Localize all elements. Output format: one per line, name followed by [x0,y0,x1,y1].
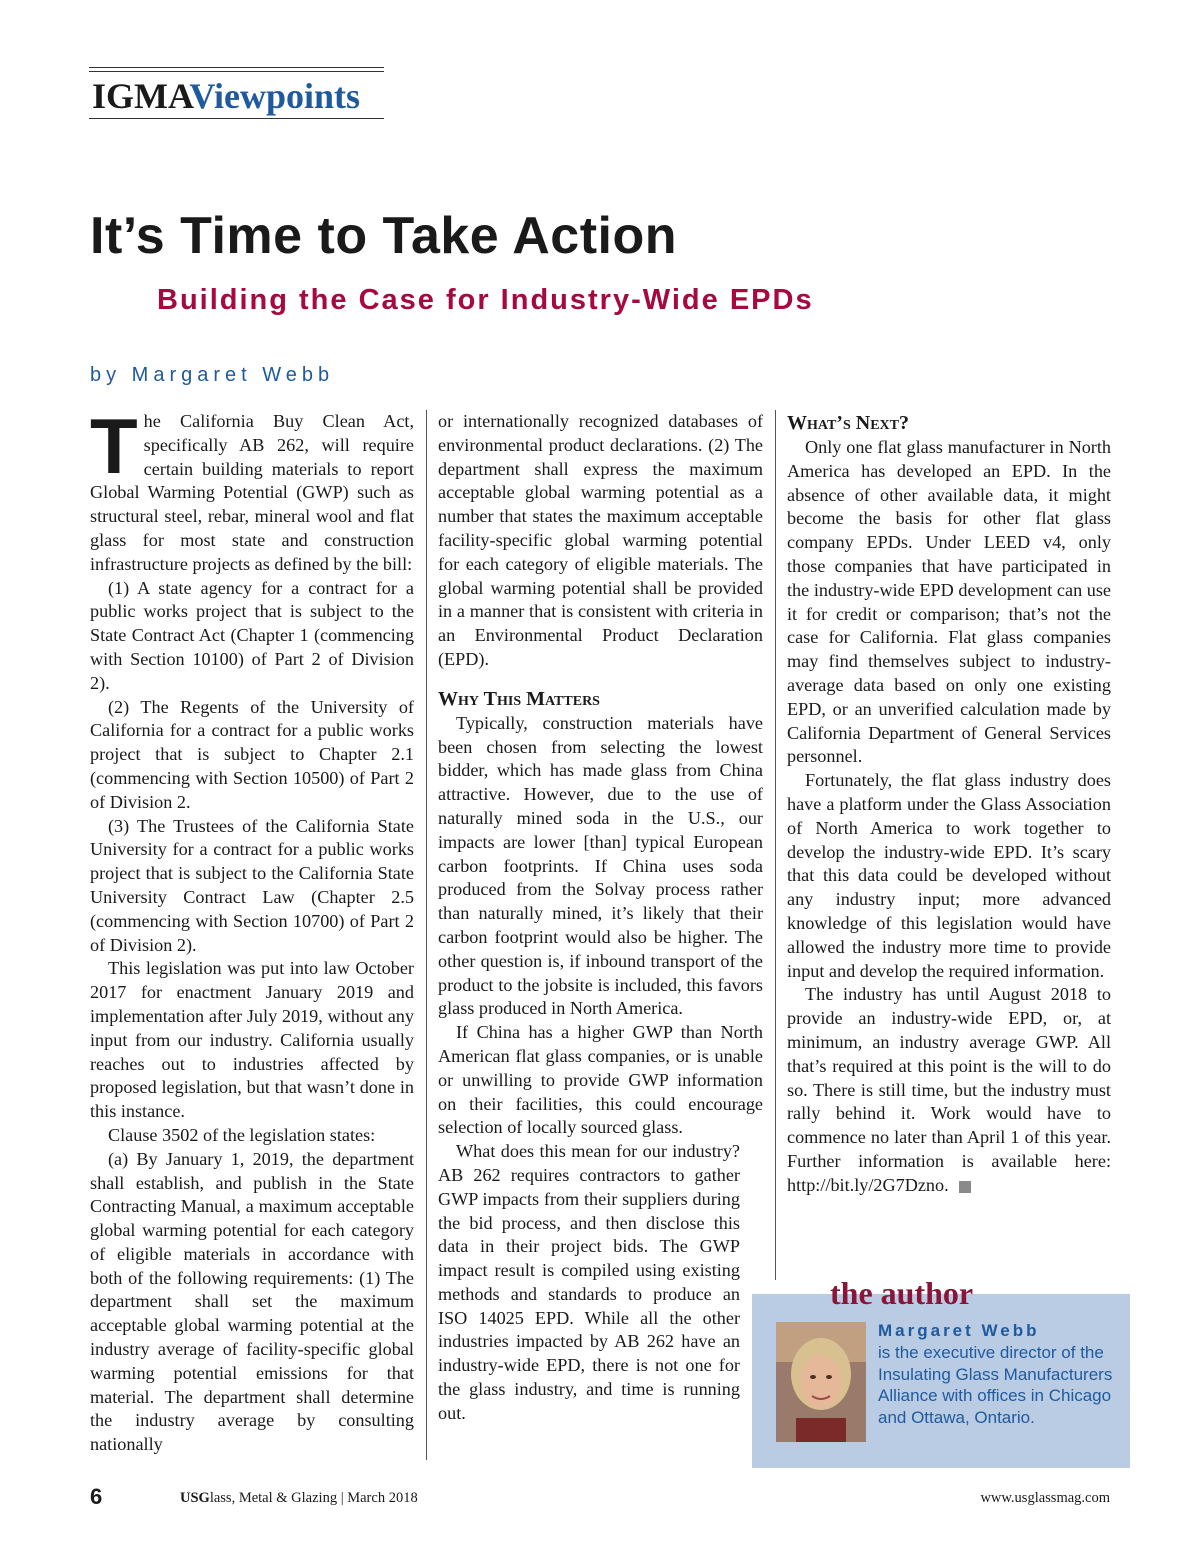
article-column-3 [787,410,1111,1198]
body-paragraph: (3) The Trustees of the California State University for a contract for a public works project that is subject to the California State University Contract Law (Chapter 2.5 (commencing with Section 10700) of Part 2 of Division 2). [90,815,414,955]
column-divider-2 [775,410,776,1280]
body-paragraph: Clause 3502 of the legislation states: [108,1124,376,1145]
footer-url: www.usglassmag.com [980,1490,1110,1506]
body-paragraph: (2) The Regents of the University of California for a contract for a public works project that is subject to Chapter 2.1 (commencing with Section 10500) of Part 2 of Division 2. [90,696,414,812]
author-section-title: the author [830,1275,974,1311]
article-headline: It’s Time to Take Action [90,207,677,265]
body-paragraph: What does this mean for our industry? AB 262 requires contractors to gather GWP impacts from their suppliers during the bid process, and then disclose this data in their project bids. The GWP impact result is compiled using existing methods and standards to produce an ISO 14025 EPD. While all the other industries impacted by AB 262 have an industry-wide EPD, there is not one for the glass industry, and time is running out. [438,1141,740,1423]
footer-magazine: USGlass, Metal & Glazing | March 2018 [180,1490,418,1506]
author-bio-text: is the executive director of the Insulating Glass Manufacturers Alliance with offices in Chicago and Ottawa, Ontario. [878,1342,1113,1428]
body-paragraph: The industry has until August 2018 to provide an industry-wide EPD, or, at minimum, an industry average GWP. All that’s required at this point is the will to do so. There is still time, but the industry must rally behind it. Work would have to commence no later than April 1 of this year. Further information is available here: http://bit.ly/2G7Dzno. [787,984,1111,1195]
body-paragraph: Only one flat glass manufacturer in North America has developed an EPD. In the absence of other available data, it might become the basis for other flat glass company EPDs. Under LEED v4, only those companies that have participated in the industry-wide EPD development can use it for credit or comparison; that’s not the case for California. Flat glass companies may find themselves subject to industry-average data based on only one existing EPD, or an unverified calculation made by California Department of General Services personnel. [787,437,1111,767]
body-paragraph: The California Buy Clean Act, specifically AB 262, will require certain building materials to report Global Warming Potential (GWP) such as structural steel, rebar, mineral wool and flat glass for most state and construction infrastructure projects as defined by the bill: [90,402,414,574]
masthead-title [92,74,360,118]
masthead-top-rule [89,67,384,68]
masthead-viewpoints: Viewpoints [189,76,361,116]
end-mark-icon [959,1181,971,1193]
column-divider-1 [426,410,427,1460]
body-paragraph: Fortunately, the flat glass industry does have a platform under the Glass Association of North America to work together to develop the industry-wide EPD. It’s scary that this data could be developed without any industry input; more advanced knowledge of this legislation would have allowed the industry more time to provide input and develop the required information. [787,770,1111,981]
article-byline: by Margaret Webb [90,364,335,386]
author-photo [776,1322,866,1442]
masthead [89,71,384,119]
body-paragraph: (a) By January 1, 2019, the department shall establish, and publish in the State Contracting Manual, a maximum acceptable global warming potential for each category of eligible materials in accordance with both of the following requirements: (1) The department shall set the maximum acceptable global warming potential at the industry average of facility-specific global warming potential emissions for that material. The department shall determine the industry average by consulting nationally [90,1148,414,1455]
section-heading: Why This Matters [438,687,600,710]
author-bio [878,1320,1118,1429]
body-paragraph: Typically, construction materials have been chosen from selecting the lowest bidder, which has made glass from China attractive. However, due to the use of naturally mined soda in the U.S., our impacts are lower [than] typical European carbon footprints. If China uses soda produced from the Solvay process rather than naturally mined, it’s likely that their carbon footprint would also be higher. The other question is, if inbound transport of the product to the jobsite is included, this favors glass produced in North America. [438,712,763,1019]
body-paragraph: This legislation was put into law October 2017 for enactment January 2019 and implementation after July 2019, without any input from our industry. California usually reaches out to industries affected by proposed legislation, but that wasn’t done in this instance. [90,958,414,1122]
article-column-1 [90,402,414,1457]
page-number: 6 [90,1484,103,1509]
body-paragraph: If China has a higher GWP than North American flat glass companies, or is unable or unwilling to provide GWP information on their facilities, this could encourage selection of locally sourced glass. [438,1022,763,1138]
author-name: Margaret Webb [878,1321,1040,1340]
drop-cap: T [90,402,138,490]
article-column-2 [438,410,763,1426]
body-paragraph: (1) A state agency for a contract for a public works project that is subject to the State Contract Act (Chapter 1 (commencing with Section 10100) of Part 2 of Division 2). [90,577,414,693]
article-subhead: Building the Case for Industry-Wide EPDs [157,284,814,316]
masthead-igma: IGMA [92,76,190,116]
author-portrait-icon [776,1322,866,1442]
body-paragraph: or internationally recognized databases of environmental product declarations. (2) The department shall express the maximum acceptable global warming potential as a number that states the maximum acceptable facility-specific global warming potential for each category of eligible materials. The global warming potential shall be provided in a manner that is consistent with criteria in an Environmental Product Declaration (EPD). [438,411,763,669]
section-heading: What’s Next? [787,412,909,434]
